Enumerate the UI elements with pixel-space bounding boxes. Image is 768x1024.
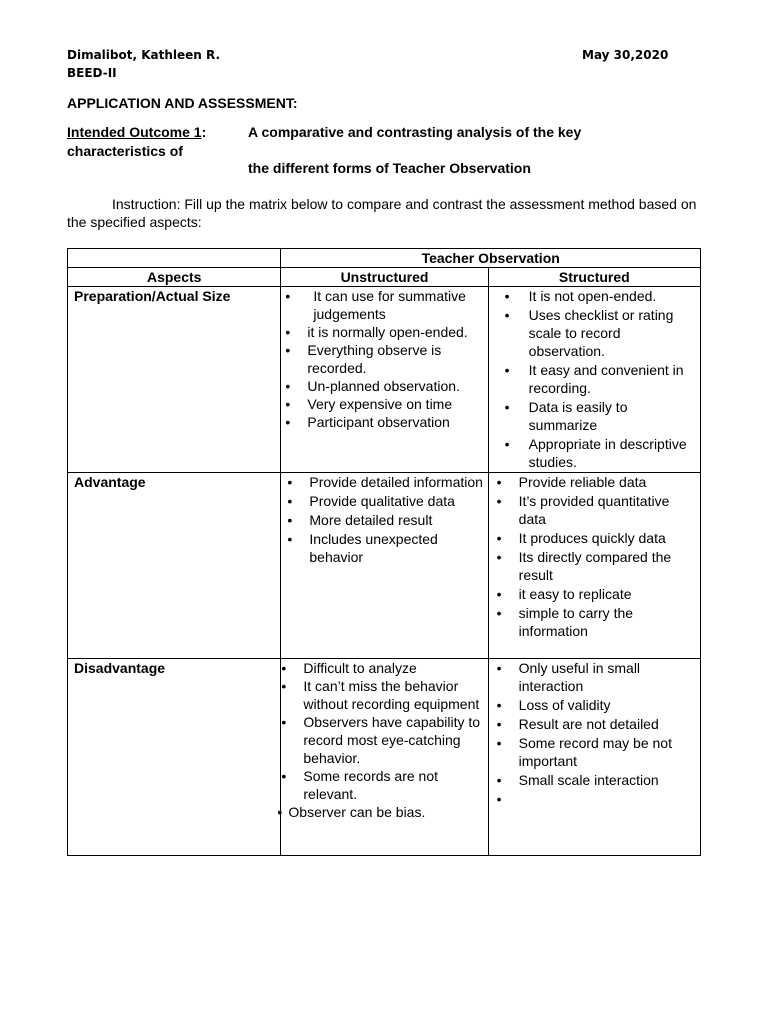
aspect-cell: Advantage [68, 473, 281, 659]
list-item: • Some records are not relevant. [281, 767, 483, 803]
list-item: • Provide qualitative data [281, 492, 483, 510]
document-date: May 30,2020 [582, 48, 669, 62]
outcome-line-1 [67, 124, 707, 140]
list-item: • It easy and convenient in recording. [489, 361, 696, 397]
list-item: • Provide detailed information [281, 473, 483, 491]
course-label: BEED-II [67, 66, 117, 80]
table-row [68, 287, 701, 473]
list-item: • Appropriate in descriptive studies. [489, 435, 696, 471]
list-item: • Only useful in small interaction [489, 659, 696, 695]
outcome-label: Intended Outcome 1 [67, 124, 202, 140]
outcome-line-3: the different forms of Teacher Observation [248, 160, 531, 176]
column-header-unstructured: Unstructured [281, 268, 488, 287]
list-item [489, 790, 696, 808]
instruction-text: Instruction: Fill up the matrix below to compare and contrast the assessment method based on the specified aspects: [67, 196, 697, 230]
list-item: • More detailed result [281, 511, 483, 529]
list-item: • Its directly compared the result [489, 548, 696, 584]
list-item: • Observer can be bias. [281, 803, 483, 821]
comparison-matrix [67, 248, 701, 856]
list-item: • Includes unexpected behavior [281, 530, 483, 566]
list-item: • Result are not detailed [489, 715, 696, 733]
list-item: • It is not open-ended. [489, 287, 696, 305]
column-header-aspects: Aspects [68, 268, 281, 287]
list-item: • It’s provided quantitative data [489, 492, 696, 528]
list-item: • It produces quickly data [489, 529, 696, 547]
list-item: • Un-planned observation. [281, 377, 483, 395]
list-item: • Participant observation [281, 413, 483, 431]
aspect-cell: Disadvantage [68, 659, 281, 856]
group-header-teacher-observation: Teacher Observation [281, 249, 701, 268]
table-row [68, 473, 701, 659]
aspect-cell: Preparation/Actual Size [68, 287, 281, 473]
list-item: • It can’t miss the behavior without recording equipment [281, 677, 483, 713]
list-item: • It can use for summative judgements [281, 287, 483, 323]
unstructured-cell [281, 659, 488, 856]
list-item: • Observers have capability to record most eye-catching behavior. [281, 713, 483, 767]
list-item: • simple to carry the information [489, 604, 696, 640]
list-item: • Very expensive on time [281, 395, 483, 413]
structured-cell [488, 659, 700, 856]
structured-cell [488, 287, 700, 473]
list-item: • Difficult to analyze [281, 659, 483, 677]
outcome-line-2: characteristics of [67, 143, 183, 159]
table-row [68, 659, 701, 856]
student-name: Dimalibot, Kathleen R. [67, 48, 221, 62]
outcome-colon: : [201, 124, 207, 140]
list-item: • Data is easily to summarize [489, 398, 696, 434]
unstructured-cell [281, 287, 488, 473]
table-group-header-row [68, 249, 701, 268]
structured-cell [488, 473, 700, 659]
list-item: • Loss of validity [489, 696, 696, 714]
list-item: • Uses checklist or rating scale to record observation. [489, 306, 696, 360]
list-item: • Some record may be not important [489, 734, 696, 770]
list-item: • Everything observe is recorded. [281, 341, 483, 377]
list-item: • it is normally open-ended. [281, 323, 483, 341]
table-column-header-row [68, 268, 701, 287]
column-header-structured: Structured [488, 268, 700, 287]
empty-corner-cell [68, 249, 281, 268]
unstructured-cell [281, 473, 488, 659]
list-item: • Provide reliable data [489, 473, 696, 491]
list-item: • Small scale interaction [489, 771, 696, 789]
outcome-text-1: A comparative and contrasting analysis of the key [248, 124, 582, 140]
list-item: • it easy to replicate [489, 585, 696, 603]
section-title: APPLICATION AND ASSESSMENT: [67, 95, 298, 111]
